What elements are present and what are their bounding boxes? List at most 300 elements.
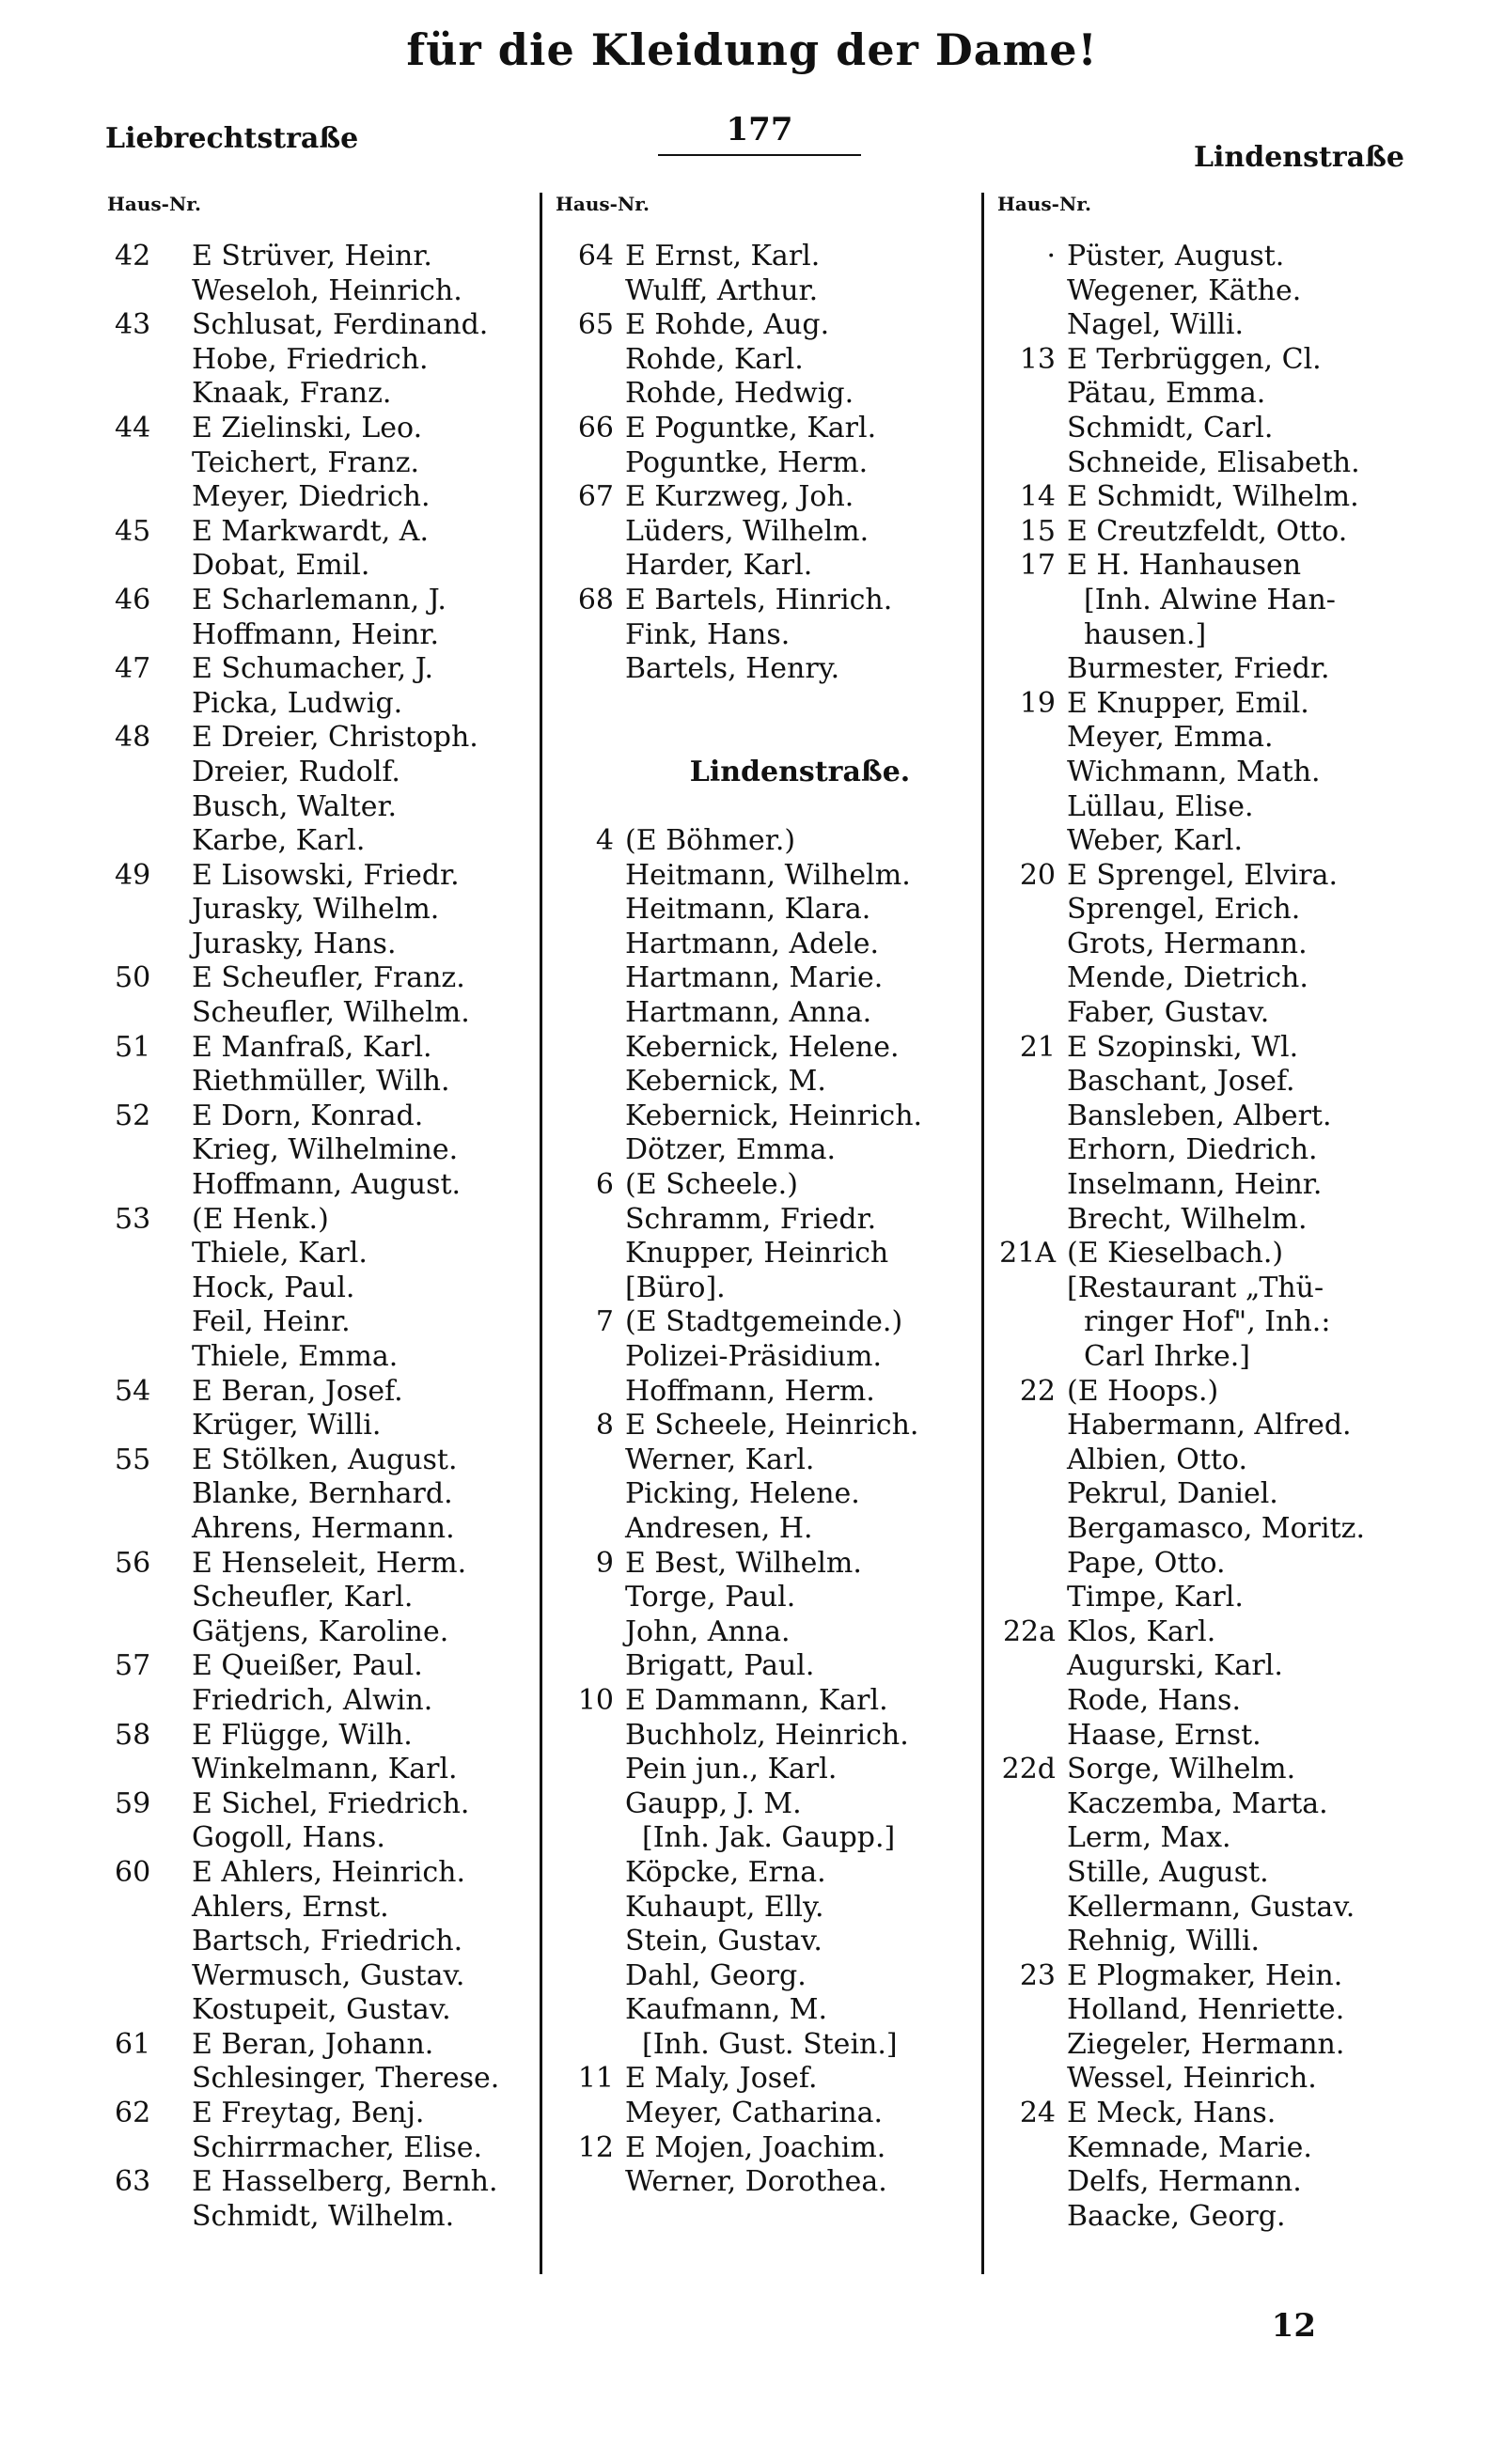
house-number — [984, 2131, 1067, 2166]
resident-name — [625, 721, 975, 756]
house-number: 54 — [115, 1374, 151, 1408]
house-number: 60 — [115, 1855, 151, 1889]
house-number: 59 — [115, 1786, 151, 1820]
resident-name: Gätjens, Karoline. — [192, 1614, 449, 1648]
directory-entry — [103, 2097, 522, 2131]
resident-name: Fink, Hans. — [625, 617, 791, 651]
directory-entry — [984, 1753, 1426, 1787]
house-number: 67 — [577, 480, 614, 514]
directory-entry — [984, 1993, 1426, 2028]
directory-entry — [984, 1133, 1426, 1168]
resident-name: Gaupp, J. M. — [625, 1786, 802, 1820]
house-number — [542, 2028, 625, 2063]
directory-entry — [984, 1821, 1426, 1856]
directory-entry — [542, 2062, 975, 2097]
directory-entry — [103, 2131, 522, 2166]
resident-name: Scheufler, Wilhelm. — [192, 996, 470, 1030]
directory-entry — [103, 1168, 522, 1203]
directory-entry — [984, 240, 1426, 274]
house-number — [115, 274, 171, 309]
directory-entry — [542, 1993, 975, 2028]
directory-entry — [103, 652, 522, 687]
resident-name: Gogoll, Hans. — [192, 1821, 385, 1855]
house-number — [984, 1719, 1067, 1754]
house-number — [542, 1031, 625, 1066]
directory-entry — [984, 1512, 1426, 1547]
house-number — [542, 961, 625, 996]
directory-entry — [542, 1409, 975, 1443]
house-number — [984, 2062, 1067, 2097]
resident-name: Schneide, Elisabeth. — [1067, 445, 1360, 479]
directory-entry — [984, 928, 1426, 962]
directory-entry — [542, 996, 975, 1031]
resident-name: Hock, Paul. — [192, 1271, 355, 1304]
resident-name: E Rohde, Aug. — [625, 308, 830, 342]
house-number: 15 — [1019, 514, 1056, 548]
house-number — [984, 1821, 1067, 1856]
directory-entry — [103, 2165, 522, 2200]
house-number — [984, 1925, 1067, 1959]
resident-name: Grots, Hermann. — [1067, 927, 1308, 960]
house-number — [115, 1477, 171, 1512]
resident-name: E Scharlemann, J. — [192, 583, 446, 616]
directory-entry — [103, 1443, 522, 1478]
resident-name: Faber, Gustav. — [1067, 996, 1270, 1030]
directory-entry — [542, 1305, 975, 1340]
directory-entry — [542, 721, 975, 756]
resident-name: Kaczemba, Marta. — [1067, 1786, 1328, 1820]
house-number: 8 — [595, 1409, 614, 1443]
directory-entry — [984, 2028, 1426, 2063]
directory-entry — [103, 240, 522, 274]
resident-name: Heitmann, Klara. — [625, 893, 871, 927]
resident-name: Busch, Walter. — [192, 789, 398, 823]
resident-name: Poguntke, Herm. — [625, 445, 869, 479]
resident-name: Delfs, Hermann. — [1067, 2165, 1302, 2199]
directory-entry — [984, 2200, 1426, 2235]
resident-name: Lerm, Max. — [1067, 1821, 1231, 1855]
house-number — [542, 1443, 625, 1478]
directory-entry — [984, 1615, 1426, 1650]
directory-entry — [984, 1375, 1426, 1410]
resident-name: Blanke, Bernhard. — [192, 1477, 453, 1511]
directory-entry — [103, 1237, 522, 1271]
resident-name: Pein jun., Karl. — [625, 1753, 838, 1786]
directory-entry — [103, 480, 522, 515]
house-number — [115, 618, 171, 653]
house-number — [542, 618, 625, 653]
directory-entry — [984, 1581, 1426, 1615]
house-number — [542, 1856, 625, 1891]
directory-entry — [103, 928, 522, 962]
house-number: 51 — [115, 1030, 151, 1064]
directory-entry — [103, 1203, 522, 1238]
resident-name: [Inh. Gust. Stein.] — [642, 2027, 898, 2061]
directory-entry — [542, 1065, 975, 1099]
resident-name: [Restaurant „Thü- — [1067, 1271, 1324, 1304]
directory-entry — [984, 2165, 1426, 2200]
directory-entry — [984, 1787, 1426, 1822]
house-number: 20 — [1019, 858, 1056, 892]
resident-name: E Strüver, Heinr. — [192, 240, 432, 273]
directory-entry — [542, 343, 975, 378]
resident-name: Brigatt, Paul. — [625, 1649, 815, 1683]
house-number — [542, 1925, 625, 1959]
resident-name: E Kurzweg, Joh. — [625, 480, 854, 514]
column-2 — [540, 193, 975, 2274]
resident-name: Kebernick, M. — [625, 1065, 826, 1099]
resident-name: E Lisowski, Friedr. — [192, 858, 460, 892]
resident-name: Wermusch, Gustav. — [192, 1958, 465, 1992]
resident-name: Wegener, Käthe. — [1067, 273, 1302, 307]
resident-name: Mende, Dietrich. — [1067, 961, 1308, 995]
house-number — [984, 996, 1067, 1031]
house-number: 22 — [1019, 1374, 1056, 1408]
house-number — [115, 1581, 171, 1615]
resident-name: E Markwardt, A. — [192, 514, 429, 548]
resident-name: Dötzer, Emma. — [625, 1133, 837, 1167]
house-number — [984, 1133, 1067, 1168]
resident-name: (E Scheele.) — [625, 1168, 798, 1202]
directory-entry — [103, 1065, 522, 1099]
house-number — [984, 1649, 1067, 1684]
house-number: 53 — [115, 1202, 151, 1236]
directory-entry — [984, 2062, 1426, 2097]
directory-entry — [984, 515, 1426, 550]
directory-entry — [984, 274, 1426, 309]
directory-entry — [103, 2200, 522, 2235]
directory-entry — [542, 1133, 975, 1168]
house-number — [542, 1133, 625, 1168]
directory-entry — [984, 1065, 1426, 1099]
resident-name: E Dreier, Christoph. — [192, 721, 478, 755]
resident-name: Werner, Karl. — [625, 1443, 815, 1476]
resident-name: Kemnade, Marie. — [1067, 2130, 1312, 2164]
directory-entry — [542, 1925, 975, 1959]
resident-name: Carl Ihrke.] — [1084, 1340, 1250, 1373]
house-number — [542, 377, 625, 412]
house-number: 17 — [1019, 549, 1056, 583]
resident-name: Weseloh, Heinrich. — [192, 273, 462, 307]
resident-name: Stille, August. — [1067, 1855, 1269, 1889]
directory-entry — [103, 1547, 522, 1582]
directory-entry — [103, 343, 522, 378]
resident-name: E Queißer, Paul. — [192, 1649, 423, 1683]
resident-name: Erhorn, Diedrich. — [1067, 1133, 1318, 1167]
directory-entry — [542, 1340, 975, 1375]
house-number: 64 — [577, 240, 614, 273]
directory-entry — [103, 1409, 522, 1443]
house-number — [542, 2165, 625, 2200]
directory-entry — [984, 652, 1426, 687]
directory-entry — [103, 1477, 522, 1512]
resident-name: Knupper, Heinrich — [625, 1237, 889, 1271]
resident-name: (E Henk.) — [192, 1202, 329, 1236]
resident-name: Ahrens, Hermann. — [192, 1511, 455, 1545]
house-number: 13 — [1019, 342, 1056, 376]
resident-name: Picking, Helene. — [625, 1477, 860, 1511]
house-number — [984, 1271, 1067, 1306]
directory-entry — [542, 2097, 975, 2131]
resident-name: E Dorn, Konrad. — [192, 1099, 424, 1132]
resident-name: Bartsch, Friedrich. — [192, 1925, 463, 1958]
house-number — [984, 377, 1067, 412]
resident-name — [625, 687, 975, 722]
house-number — [115, 1925, 171, 1959]
house-number: 14 — [1019, 480, 1056, 514]
house-number — [115, 2200, 171, 2235]
directory-entry — [542, 240, 975, 274]
house-number: 45 — [115, 514, 151, 548]
directory-entry — [103, 1753, 522, 1787]
directory-entry — [542, 961, 975, 996]
house-number — [542, 1753, 625, 1787]
house-number — [115, 893, 171, 928]
resident-name: Kuhaupt, Elly. — [625, 1890, 824, 1924]
resident-name: Rehnig, Willi. — [1067, 1925, 1261, 1958]
directory-entry — [984, 1649, 1426, 1684]
house-number: 57 — [115, 1649, 151, 1683]
house-number: 62 — [115, 2097, 151, 2130]
directory-entry — [984, 549, 1426, 584]
house-number: 68 — [577, 583, 614, 616]
directory-entry — [103, 756, 522, 790]
resident-name: Buchholz, Heinrich. — [625, 1718, 909, 1752]
street-heading — [542, 756, 975, 790]
house-number — [542, 928, 625, 962]
directory-entry — [984, 584, 1426, 618]
resident-name: Andresen, H. — [625, 1511, 813, 1545]
house-number — [115, 1305, 171, 1340]
directory-entry — [984, 1340, 1426, 1375]
resident-name: Lüllau, Elise. — [1067, 789, 1254, 823]
house-number — [115, 1271, 171, 1306]
resident-name: Augurski, Karl. — [1067, 1649, 1283, 1683]
house-number — [115, 1133, 171, 1168]
directory-entry — [984, 1409, 1426, 1443]
directory-entry — [542, 549, 975, 584]
house-number: 47 — [115, 652, 151, 686]
house-number — [984, 446, 1067, 481]
house-number — [542, 1891, 625, 1926]
house-number: 23 — [1019, 1958, 1056, 1992]
directory-entry — [542, 859, 975, 894]
directory-entry — [103, 2028, 522, 2063]
directory-entry — [984, 1684, 1426, 1719]
directory-entry — [542, 1031, 975, 1066]
directory-entry — [103, 1305, 522, 1340]
house-number — [115, 824, 171, 859]
column-3 — [981, 193, 1426, 2274]
directory-entry — [984, 1959, 1426, 1994]
house-number — [542, 549, 625, 584]
resident-name: Winkelmann, Karl. — [192, 1753, 458, 1786]
directory-entry — [542, 687, 975, 722]
resident-name: E Sprengel, Elvira. — [1067, 858, 1339, 892]
resident-name: Meyer, Diedrich. — [192, 480, 431, 514]
resident-name: E Creutzfeldt, Otto. — [1067, 514, 1348, 548]
resident-name: E Mojen, Joachim. — [625, 2130, 886, 2164]
directory-entry — [542, 412, 975, 446]
house-number — [984, 1787, 1067, 1822]
directory-entry — [542, 1959, 975, 1994]
directory-entry — [542, 1271, 975, 1306]
directory-entry — [103, 1959, 522, 1994]
house-number — [984, 2165, 1067, 2200]
directory-entry — [103, 446, 522, 481]
resident-name: Inselmann, Heinr. — [1067, 1168, 1323, 1202]
house-number — [115, 1615, 171, 1650]
house-number — [542, 1477, 625, 1512]
house-number: 21 — [1019, 1030, 1056, 1064]
house-number — [984, 2028, 1067, 2063]
directory-entry — [103, 893, 522, 928]
directory-entry — [103, 1649, 522, 1684]
resident-name: Krüger, Willi. — [192, 1409, 382, 1443]
resident-name: Schramm, Friedr. — [625, 1202, 877, 1236]
house-number: 19 — [1019, 686, 1056, 720]
column-1-rows — [103, 240, 522, 2234]
resident-name: Stein, Gustav. — [625, 1925, 822, 1958]
directory-entry — [542, 1891, 975, 1926]
resident-name: ringer Hof", Inh.: — [1084, 1305, 1331, 1339]
house-number — [984, 1168, 1067, 1203]
directory-entry — [984, 859, 1426, 894]
directory-entry — [103, 1340, 522, 1375]
directory-entry — [103, 1925, 522, 1959]
resident-name: Wulff, Arthur. — [625, 273, 819, 307]
resident-name: Hoffmann, Heinr. — [192, 617, 439, 651]
directory-entry — [984, 2097, 1426, 2131]
directory-entry — [984, 996, 1426, 1031]
house-number: 52 — [115, 1099, 151, 1132]
directory-entry — [984, 1925, 1426, 1959]
house-number — [984, 1443, 1067, 1478]
directory-entry — [103, 1684, 522, 1719]
directory-entry — [984, 893, 1426, 928]
directory-entry — [103, 1993, 522, 2028]
resident-name: Dobat, Emil. — [192, 549, 370, 583]
directory-entry — [542, 1477, 975, 1512]
directory-entry — [542, 824, 975, 859]
resident-name: Friedrich, Alwin. — [192, 1683, 433, 1717]
directory-entry — [542, 1443, 975, 1478]
house-number — [542, 721, 625, 756]
house-number — [542, 652, 625, 687]
resident-name: Schlusat, Ferdinand. — [192, 308, 489, 342]
directory-entry — [542, 1856, 975, 1891]
resident-name: (E Böhmer.) — [625, 824, 796, 858]
directory-entry — [984, 1031, 1426, 1066]
resident-name: E Flügge, Wilh. — [192, 1718, 413, 1752]
resident-name: E Henseleit, Herm. — [192, 1546, 467, 1580]
house-number: 6 — [595, 1168, 614, 1202]
house-number: 10 — [577, 1683, 614, 1717]
house-number — [542, 2097, 625, 2131]
resident-name: Hoffmann, Herm. — [625, 1374, 875, 1408]
directory-entry — [542, 1581, 975, 1615]
resident-name: Timpe, Karl. — [1067, 1581, 1244, 1614]
resident-name: E Sichel, Friedrich. — [192, 1786, 470, 1820]
directory-entry — [542, 1203, 975, 1238]
resident-name: E Meck, Hans. — [1067, 2097, 1277, 2130]
house-number — [542, 1271, 625, 1306]
resident-name: [Inh. Jak. Gaupp.] — [642, 1821, 896, 1855]
directory-entry — [103, 1891, 522, 1926]
directory-entry — [984, 721, 1426, 756]
house-number — [115, 756, 171, 790]
house-number: 55 — [115, 1443, 151, 1476]
house-number — [984, 618, 1067, 653]
directory-entry — [103, 859, 522, 894]
resident-name: Schirrmacher, Elise. — [192, 2130, 483, 2164]
resident-name: (E Stadtgemeinde.) — [625, 1305, 903, 1339]
house-number — [984, 1065, 1067, 1099]
directory-entry — [984, 1237, 1426, 1271]
house-number — [542, 790, 625, 825]
directory-entry — [103, 1512, 522, 1547]
house-number — [115, 2131, 171, 2166]
resident-name: Scheufler, Karl. — [192, 1581, 414, 1614]
house-number: 4 — [595, 824, 614, 858]
resident-name: Harder, Karl. — [625, 549, 813, 583]
column-header-house-no: Haus-Nr. — [997, 193, 1091, 215]
directory-entry — [103, 1271, 522, 1306]
resident-name: Heitmann, Wilhelm. — [625, 858, 911, 892]
resident-name: E Hasselberg, Bernh. — [192, 2165, 498, 2199]
directory-entry — [542, 446, 975, 481]
resident-name: Bansleben, Albert. — [1067, 1099, 1332, 1132]
resident-name: Sprengel, Erich. — [1067, 893, 1301, 927]
house-number — [115, 687, 171, 722]
house-number — [542, 1993, 625, 2028]
resident-name: Meyer, Emma. — [1067, 721, 1274, 755]
house-number — [115, 790, 171, 825]
house-number — [984, 1340, 1067, 1375]
house-number — [542, 1821, 625, 1856]
directory-entry — [542, 618, 975, 653]
column-1 — [103, 193, 522, 2274]
resident-name: Dreier, Rudolf. — [192, 755, 400, 788]
directory-entry — [542, 1547, 975, 1582]
directory-entry — [984, 1719, 1426, 1754]
house-number — [115, 1993, 171, 2028]
directory-entry — [103, 2062, 522, 2097]
house-number — [984, 2200, 1067, 2235]
resident-name: Kebernick, Helene. — [625, 1030, 900, 1064]
directory-entry — [542, 1615, 975, 1650]
directory-entry — [542, 584, 975, 618]
directory-entry — [103, 377, 522, 412]
house-number — [115, 549, 171, 584]
directory-entry — [984, 1099, 1426, 1134]
resident-name: Picka, Ludwig. — [192, 686, 403, 720]
house-number: 48 — [115, 721, 151, 755]
resident-name: Hartmann, Marie. — [625, 961, 884, 995]
directory-entry — [984, 1168, 1426, 1203]
house-number — [542, 1099, 625, 1134]
house-number — [984, 893, 1067, 928]
directory-entry — [542, 1099, 975, 1134]
column-header-house-no: Haus-Nr. — [556, 193, 650, 215]
resident-name: Meyer, Catharina. — [625, 2097, 884, 2130]
house-number: 11 — [577, 2062, 614, 2096]
directory-entry — [103, 1856, 522, 1891]
sheet-number: 12 — [1271, 2307, 1316, 2345]
column-3-rows — [984, 240, 1426, 2234]
resident-name: E Dammann, Karl. — [625, 1683, 888, 1717]
house-number — [984, 1512, 1067, 1547]
